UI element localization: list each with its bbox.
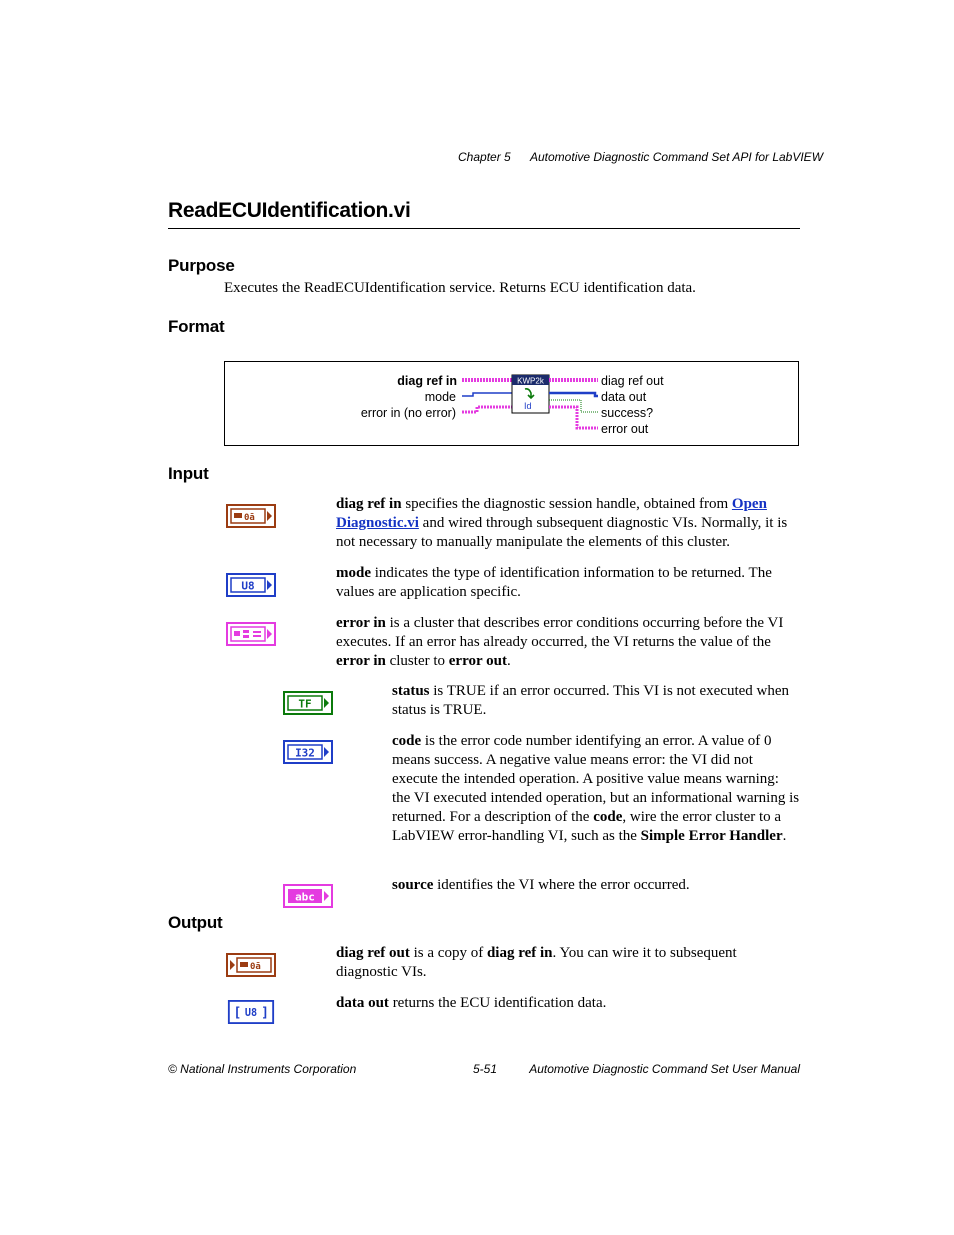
format-heading: Format	[168, 317, 225, 336]
pane-output-success: success?	[601, 406, 654, 420]
pane-input-error-in: error in (no error)	[360, 406, 456, 420]
svg-text:TF: TF	[298, 697, 312, 711]
pane-output-error-out: error out	[601, 422, 649, 436]
string-icon	[283, 884, 333, 908]
svg-text:0ā: 0ā	[250, 962, 261, 972]
svg-text:U8: U8	[244, 1008, 258, 1020]
u8-icon	[226, 573, 276, 597]
i32-icon	[283, 740, 333, 764]
input-heading: Input	[168, 464, 209, 483]
connector-pane-diagram	[225, 362, 800, 447]
pane-input-diag-ref-in: diag ref in	[397, 374, 457, 388]
u8-array-icon	[226, 1000, 276, 1024]
output-heading: Output	[168, 913, 223, 932]
chapter-title: Automotive Diagnostic Command Set API for LabVIEW	[530, 150, 824, 164]
pane-output-data-out: data out	[601, 390, 647, 404]
desc-error-in: error in is a cluster that describes error conditions occurring before the VI executes. If an error has already occurred, the VI returns the value of the error in cluster to error out.	[336, 615, 784, 669]
svg-text:abc: abc	[295, 890, 315, 904]
connector-pane-box	[224, 361, 799, 446]
footer-copyright: © National Instruments Corporation	[168, 1062, 357, 1076]
error-in-wire	[462, 407, 512, 412]
desc-status: status is TRUE if an error occurred. This VI is not executed when status is TRUE.	[392, 683, 790, 718]
purpose-text: Executes the ReadECUIdentification service. Returns ECU identification data.	[224, 280, 696, 296]
svg-text:]: ]	[261, 1005, 269, 1021]
desc-code: code is the error code number identifying an error. A value of 0 means success. A negative value means error: the VI did not execute the intended operation. A positive value means warning: the VI executed intended operation, but an informational warning is returned. For a description of the code, wire the error cluster to a LabVIEW error-handling VI, such as the Simple Error Handler.	[392, 733, 800, 844]
page-title: ReadECUIdentification.vi	[168, 199, 411, 222]
desc-source: source identifies the VI where the error occurred.	[392, 877, 690, 893]
svg-text:KWP2k: KWP2k	[517, 376, 544, 386]
error-out-wire	[549, 407, 598, 428]
svg-text:[: [	[233, 1005, 242, 1021]
running-header	[458, 150, 823, 164]
desc-diag-ref-out: diag ref out is a copy of diag ref in. You can wire it to subsequent diagnostic VIs.	[336, 945, 737, 980]
vi-icon	[512, 375, 549, 413]
svg-text:Id: Id	[524, 401, 532, 411]
desc-mode: mode indicates the type of identification information to be returned. The values are application specific.	[336, 565, 772, 600]
svg-text:0ā: 0ā	[244, 513, 255, 523]
purpose-heading: Purpose	[168, 256, 235, 275]
chapter-label: Chapter 5	[458, 150, 511, 164]
error-cluster-icon	[226, 622, 276, 646]
svg-text:I32: I32	[295, 746, 315, 760]
pane-input-mode: mode	[424, 390, 456, 404]
footer-page-number: 5-51	[473, 1062, 498, 1076]
data-out-wire	[549, 393, 598, 396]
cluster-refnum-out-icon	[226, 953, 276, 977]
boolean-icon	[283, 691, 333, 715]
desc-data-out: data out returns the ECU identification data.	[336, 995, 607, 1011]
svg-text:U8: U8	[241, 579, 255, 593]
mode-wire	[462, 393, 512, 396]
open-diagnostic-link[interactable]: Open Diagnostic.vi	[336, 496, 767, 531]
cluster-refnum-icon	[226, 504, 276, 528]
pane-output-diag-ref-out: diag ref out	[601, 374, 664, 388]
title-rule	[168, 228, 800, 229]
desc-diag-ref-in: diag ref in specifies the diagnostic session handle, obtained from Open Diagnostic.vi and wired through subsequent diagnostic VIs. Normally, it is not necessary to manually manipulate the elements of this cluster.	[336, 496, 788, 550]
footer-manual-title: Automotive Diagnostic Command Set User Manual	[529, 1062, 800, 1076]
